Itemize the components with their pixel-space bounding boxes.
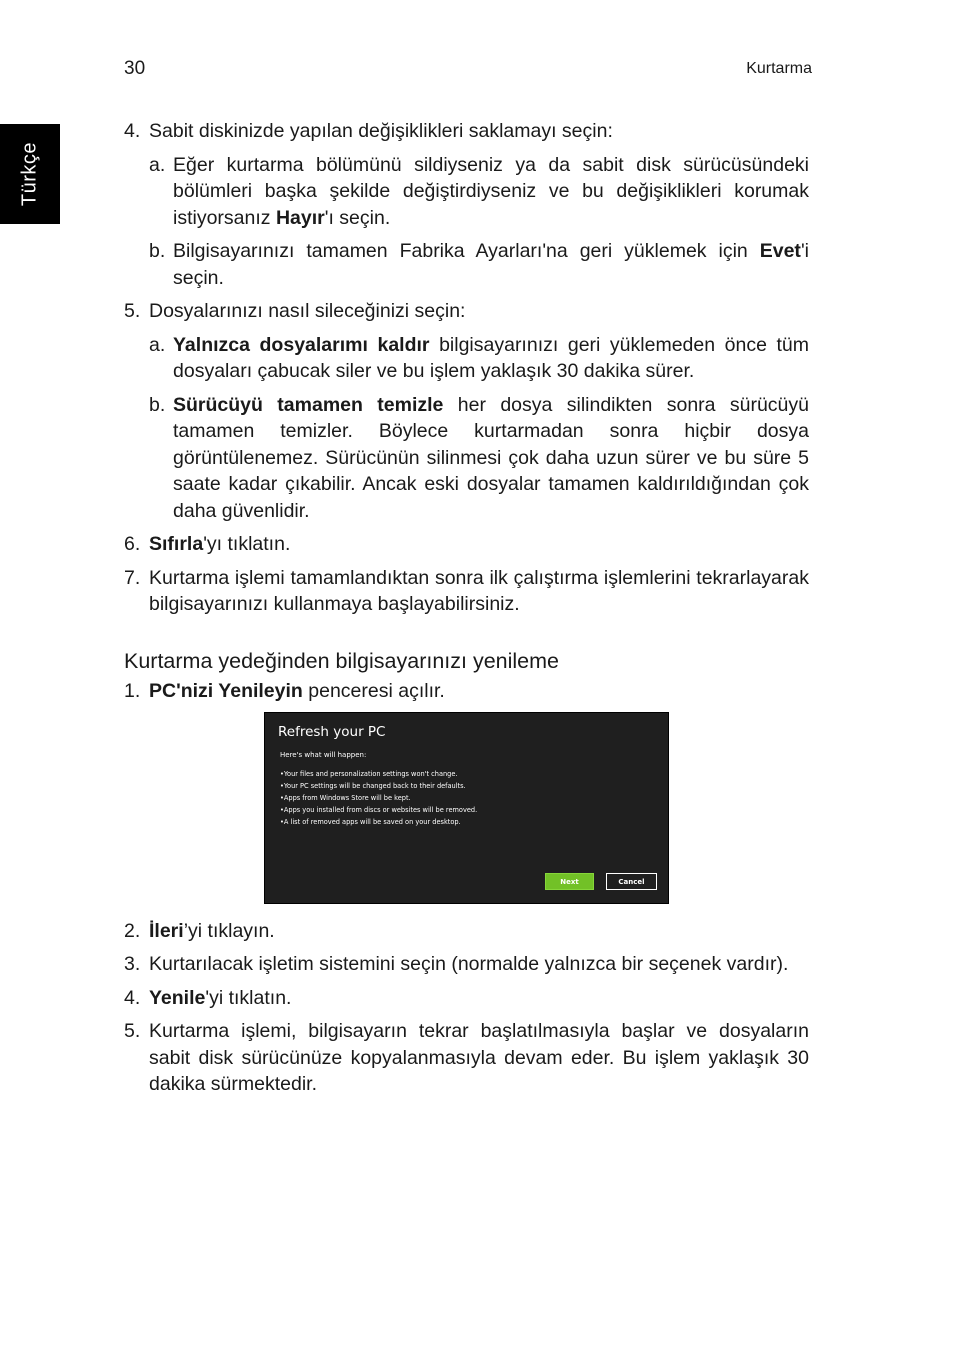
screenshot-bullet: • A list of removed apps will be saved on your desktop. <box>280 816 477 828</box>
item-bold-term: Yenile <box>149 986 206 1009</box>
item-bold-term: İleri <box>149 919 184 942</box>
item-text: Eğer kurtarma bölümünü sildiyseniz ya da sabit disk sürücüsündeki bölümleri başka şekilde değiştirdiyseniz ve bu değişiklikleri korumak istiyorsanız <box>173 153 809 229</box>
screenshot-container <box>124 712 809 912</box>
item-number: 1. <box>124 680 141 702</box>
screenshot-bullet: • Apps you installed from discs or websites will be removed. <box>280 804 477 816</box>
screenshot-bullet: • Your PC settings will be changed back to their defaults. <box>280 780 477 792</box>
item-letter: b. <box>149 393 166 416</box>
list-item <box>124 918 809 945</box>
item-number: 5. <box>124 1020 141 1042</box>
list-item <box>124 565 809 618</box>
item-bold-term: Evet <box>759 240 801 262</box>
item-letter: a. <box>149 333 166 356</box>
item-text: Dosyalarınızı nasıl sileceğinizi seçin: <box>149 300 466 322</box>
refresh-pc-screenshot <box>264 712 669 904</box>
item-text-after: ’yi tıklayın. <box>183 919 275 942</box>
item-number: 2. <box>124 919 141 942</box>
item-number: 4. <box>124 120 141 142</box>
sub-list-item <box>124 332 809 385</box>
item-number: 3. <box>124 953 141 975</box>
item-text-after: her dosya silindikten sonra sürücüyü tamamen temizler. Böylece kurtarmadan sonra hiçbir dosya görüntülenemez. Sürücünün silinmesi çok daha uzun sürer ve bu süre 5 saate kadar çıkabilir. Ancak eski dosyalar tamamen kaldırıldığından çok daha güvenlidir. <box>173 393 809 522</box>
list-item <box>124 951 809 978</box>
item-number: 7. <box>124 566 141 589</box>
document-body <box>124 118 809 1105</box>
header-title: Kurtarma <box>746 60 812 77</box>
language-tab <box>0 124 60 224</box>
item-text: Bilgisayarınızı tamamen Fabrika Ayarları'na geri yüklemek için <box>173 240 760 262</box>
item-bold-term: Yalnızca dosyalarımı kaldır <box>173 333 430 356</box>
item-text-after: penceresi açılır. <box>302 680 445 702</box>
item-text-after: 'i seçin. <box>173 240 809 289</box>
item-text-after: 'yi tıklatın. <box>205 986 292 1009</box>
list-item <box>124 678 809 705</box>
item-bold-term: Sıfırla <box>149 533 204 555</box>
list-item <box>124 298 809 325</box>
item-bold-term: Hayır <box>275 206 325 229</box>
item-text: Kurtarma işlemi tamamlandıktan sonra ilk çalıştırma işlemlerini tekrarlayarak bilgisayarınızı kullanmaya başlayabilirsiniz. <box>149 566 809 615</box>
item-bold-term: PC'nizi Yenileyin <box>149 680 303 702</box>
item-text: Sabit diskinizde yapılan değişiklikleri saklamayı seçin: <box>149 120 613 142</box>
list-item <box>124 118 809 145</box>
item-number: 4. <box>124 986 141 1009</box>
item-letter: a. <box>149 153 166 176</box>
item-letter: b. <box>149 240 166 262</box>
list-item <box>124 531 809 558</box>
screenshot-bullet: • Apps from Windows Store will be kept. <box>280 792 477 804</box>
screenshot-bullet: • Your files and personalization settings won't change. <box>280 768 477 780</box>
item-text-after: 'ı seçin. <box>324 206 391 229</box>
item-text: Kurtarılacak işletim sistemini seçin (normalde yalnızca bir seçenek vardır). <box>149 953 789 975</box>
page-number: 30 <box>124 58 146 79</box>
item-text-after: 'yı tıklatın. <box>203 533 291 555</box>
sub-list-item <box>124 152 809 232</box>
language-tab-label: Türkçe <box>18 141 41 207</box>
screenshot-subtitle: Here's what will happen: <box>280 750 367 759</box>
item-number: 6. <box>124 533 141 555</box>
list-item <box>124 1018 809 1098</box>
item-text-after: bilgisayarınızı geri yüklemeden önce tüm dosyaları çabucak siler ve bu işlem yaklaşık 30 dakika sürer. <box>173 333 809 382</box>
section-heading: Kurtarma yedeğinden bilgisayarınızı yenileme <box>124 648 560 673</box>
screenshot-bullet-list <box>280 768 477 828</box>
item-bold-term: Sürücüyü tamamen temizle <box>173 393 444 416</box>
sub-list-item <box>124 238 809 291</box>
cancel-button: Cancel <box>606 873 657 890</box>
screenshot-title: Refresh your PC <box>278 723 386 740</box>
sub-list-item <box>124 392 809 525</box>
item-number: 5. <box>124 300 141 322</box>
list-item <box>124 985 809 1012</box>
item-text: Kurtarma işlemi, bilgisayarın tekrar başlatılmasıyla başlar ve dosyaların sabit disk sürücünüze kopyalanmasıyla devam eder. Bu işlem yaklaşık 30 dakika sürmektedir. <box>149 1020 809 1095</box>
next-button: Next <box>545 873 594 890</box>
